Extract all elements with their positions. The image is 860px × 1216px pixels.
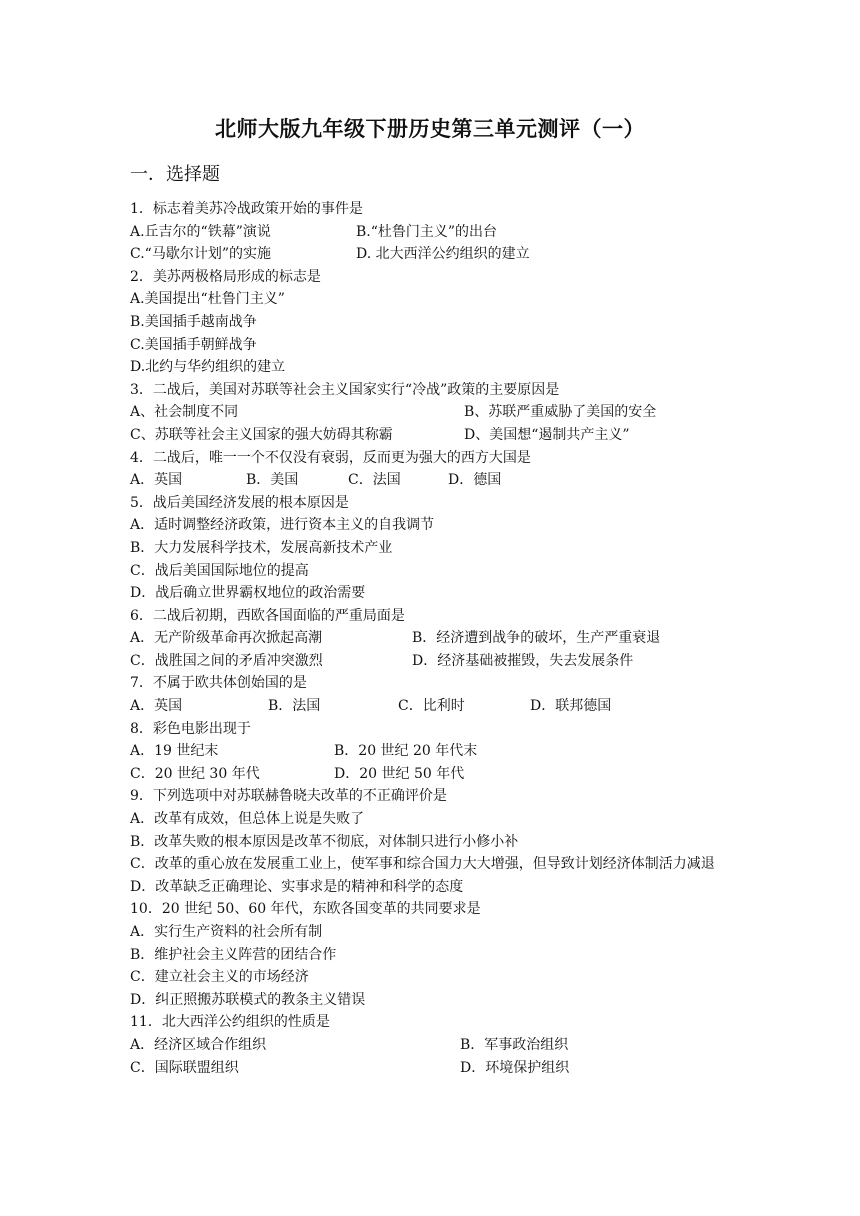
question-2-option-d: D.北约与华约组织的建立 (130, 359, 286, 376)
question-7-option-b: B．法国 (268, 698, 321, 715)
question-7-option-d: D．联邦德国 (530, 698, 612, 715)
question-11-option-a: A．经济区域合作组织 (130, 1036, 267, 1053)
question-3-stem: 3．二战后，美国对苏联等社会主义国家实行“冷战”政策的主要原因是 (130, 381, 560, 398)
question-7-options-row (130, 695, 740, 718)
question-9-option-d: D．改革缺乏正确理论、实事求是的精神和科学的态度 (130, 878, 464, 895)
question-6-options-row-2 (130, 650, 740, 673)
question-2-option-c: C.美国插手朝鲜战争 (130, 336, 257, 353)
question-5-option-c: C．战后美国国际地位的提高 (130, 562, 309, 579)
question-5-option-a: A．适时调整经济政策，进行资本主义的自我调节 (130, 517, 435, 534)
question-8-stem: 8．彩色电影出现于 (130, 720, 251, 737)
question-8-option-b: B．20 世纪 20 年代末 (334, 743, 478, 760)
question-7-option-a: A．英国 (130, 698, 183, 715)
question-5-option-b: B．大力发展科学技术，发展高新技术产业 (130, 539, 393, 556)
question-1-option-a: A.丘吉尔的“铁幕”演说 (130, 223, 271, 240)
question-1-options-row-2 (130, 243, 740, 266)
question-5-option-d: D．战后确立世界霸权地位的政治需要 (130, 585, 366, 602)
question-8-option-a: A．19 世纪末 (130, 743, 219, 760)
question-1-option-c: C.“马歇尔计划”的实施 (130, 246, 271, 263)
question-2-option-b: B.美国插手越南战争 (130, 313, 257, 330)
question-9-option-b: B．改革失败的根本原因是改革不彻底，对体制只进行小修小补 (130, 833, 519, 850)
question-9-option-c: C．改革的重心放在发展重工业上，使军事和综合国力大大增强，但导致计划经济体制活力减退 (130, 856, 715, 873)
question-6-options-row-1 (130, 627, 740, 650)
question-10-option-d: D．纠正照搬苏联模式的教条主义错误 (130, 991, 366, 1008)
question-1-option-d: D. 北大西洋公约组织的建立 (356, 246, 530, 263)
question-4-option-a: A．英国 (130, 472, 183, 489)
question-11-option-c: C．国际联盟组织 (130, 1059, 239, 1076)
question-2-stem: 2．美苏两极格局形成的标志是 (130, 268, 321, 285)
question-5-stem: 5．战后美国经济发展的根本原因是 (130, 494, 349, 511)
question-6-stem: 6．二战后初期，西欧各国面临的严重局面是 (130, 607, 405, 624)
question-3-options-row-1 (130, 401, 740, 424)
question-9-option-a: A．改革有成效，但总体上说是失败了 (130, 811, 365, 828)
question-6-option-d: D．经济基础被摧毁，失去发展条件 (412, 652, 634, 669)
question-4-stem: 4．二战后，唯一一个不仅没有衰弱，反而更为强大的西方大国是 (130, 449, 531, 466)
question-7-option-c: C．比利时 (398, 698, 465, 715)
question-3-option-b: B、苏联严重威胁了美国的安全 (464, 404, 657, 421)
question-list (130, 198, 740, 1079)
question-10-option-c: C．建立社会主义的市场经济 (130, 969, 309, 986)
question-8-option-c: C．20 世纪 30 年代 (130, 765, 260, 782)
question-6-option-b: B．经济遭到战争的破坏，生产严重衰退 (412, 630, 661, 647)
question-11-options-row-2 (130, 1057, 740, 1080)
question-3-option-a: A、社会制度不同 (130, 404, 239, 421)
question-8-options-row-1 (130, 740, 740, 763)
question-4-options-row (130, 469, 740, 492)
question-8-option-d: D．20 世纪 50 年代 (334, 765, 465, 782)
question-9-stem: 9．下列选项中对苏联赫鲁晓夫改革的不正确评价是 (130, 788, 447, 805)
question-1-stem: 1．标志着美苏冷战政策开始的事件是 (130, 201, 363, 217)
question-2-option-a: A.美国提出“杜鲁门主义” (130, 291, 285, 308)
question-11-stem: 11．北大西洋公约组织的性质是 (130, 1014, 330, 1031)
question-3-options-row-2 (130, 424, 740, 447)
question-1-option-b: B.“杜鲁门主义”的出台 (356, 223, 498, 240)
question-6-option-a: A．无产阶级革命再次掀起高潮 (130, 630, 323, 647)
question-4-option-c: C．法国 (348, 472, 401, 489)
question-3-option-d: D、美国想“遏制共产主义” (464, 426, 630, 443)
question-10-option-b: B．维护社会主义阵营的团结合作 (130, 946, 337, 963)
question-1-options-row-1 (130, 221, 740, 244)
question-6-option-c: C．战胜国之间的矛盾冲突激烈 (130, 652, 323, 669)
document-title: 北师大版九年级下册历史第三单元测评（一） (215, 116, 645, 141)
question-7-stem: 7．不属于欧共体创始国的是 (130, 675, 307, 692)
question-10-option-a: A．实行生产资料的社会所有制 (130, 924, 323, 940)
question-10-stem: 10．20 世纪 50、60 年代，东欧各国变革的共同要求是 (130, 901, 481, 918)
question-11-option-d: D．环境保护组织 (460, 1059, 570, 1076)
question-4-option-d: D．德国 (448, 472, 502, 489)
question-3-option-c: C、苏联等社会主义国家的强大妨碍其称霸 (130, 426, 393, 443)
question-11-option-b: B．军事政治组织 (460, 1036, 569, 1053)
section-heading: 一．选择题 (130, 164, 220, 185)
question-8-options-row-2 (130, 763, 740, 786)
question-11-options-row-1 (130, 1034, 740, 1057)
question-4-option-b: B．美国 (246, 472, 299, 489)
